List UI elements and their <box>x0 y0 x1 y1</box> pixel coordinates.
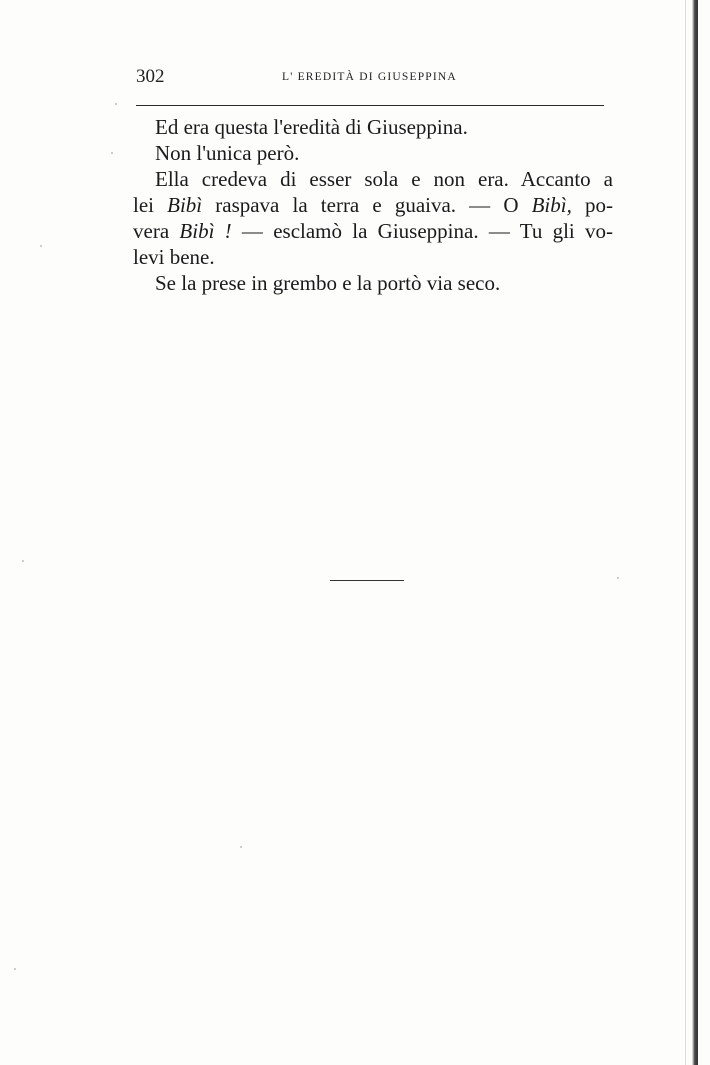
text-line <box>133 218 613 244</box>
paper-speck <box>40 245 42 247</box>
text-run: — esclamò la Giuseppina. — Tu gli vo- <box>231 219 614 243</box>
body-text <box>133 114 613 296</box>
italic-name: Bibì ! <box>179 219 232 243</box>
paragraph-1 <box>133 114 613 140</box>
paper-speck <box>617 577 619 579</box>
text-line: Ella credeva di esser sola e non era. Accanto a <box>155 167 613 191</box>
italic-name: Bibì <box>167 193 203 217</box>
page-header <box>136 66 604 92</box>
binding-edge <box>692 0 698 1065</box>
header-rule <box>136 105 604 106</box>
paper-speck <box>115 103 117 105</box>
text-line: Ed era questa l'eredità di Giuseppina. <box>155 115 468 139</box>
page-number: 302 <box>136 66 165 87</box>
text-line: Non l'unica però. <box>155 141 300 165</box>
text-run: po- <box>571 193 613 217</box>
italic-name: Bibì, <box>531 193 572 217</box>
paragraph-3 <box>133 166 613 270</box>
text-run: lei <box>133 193 168 217</box>
running-title: L' EREDITÀ DI GIUSEPPINA <box>282 71 457 83</box>
paper-speck <box>111 152 113 154</box>
text-line: levi bene. <box>133 245 215 269</box>
text-run: raspava la terra e guaiva. — O <box>202 193 532 217</box>
paper-speck <box>14 968 16 970</box>
text-run: vera <box>133 219 180 243</box>
paper-speck <box>240 846 242 848</box>
paper-speck <box>22 560 24 562</box>
text-line: Se la prese in grembo e la portò via seco. <box>155 271 501 295</box>
paragraph-4 <box>133 270 613 296</box>
page-edge-shadow <box>685 0 686 1065</box>
text-line <box>133 192 613 218</box>
end-rule <box>330 580 404 581</box>
paragraph-2 <box>133 140 613 166</box>
